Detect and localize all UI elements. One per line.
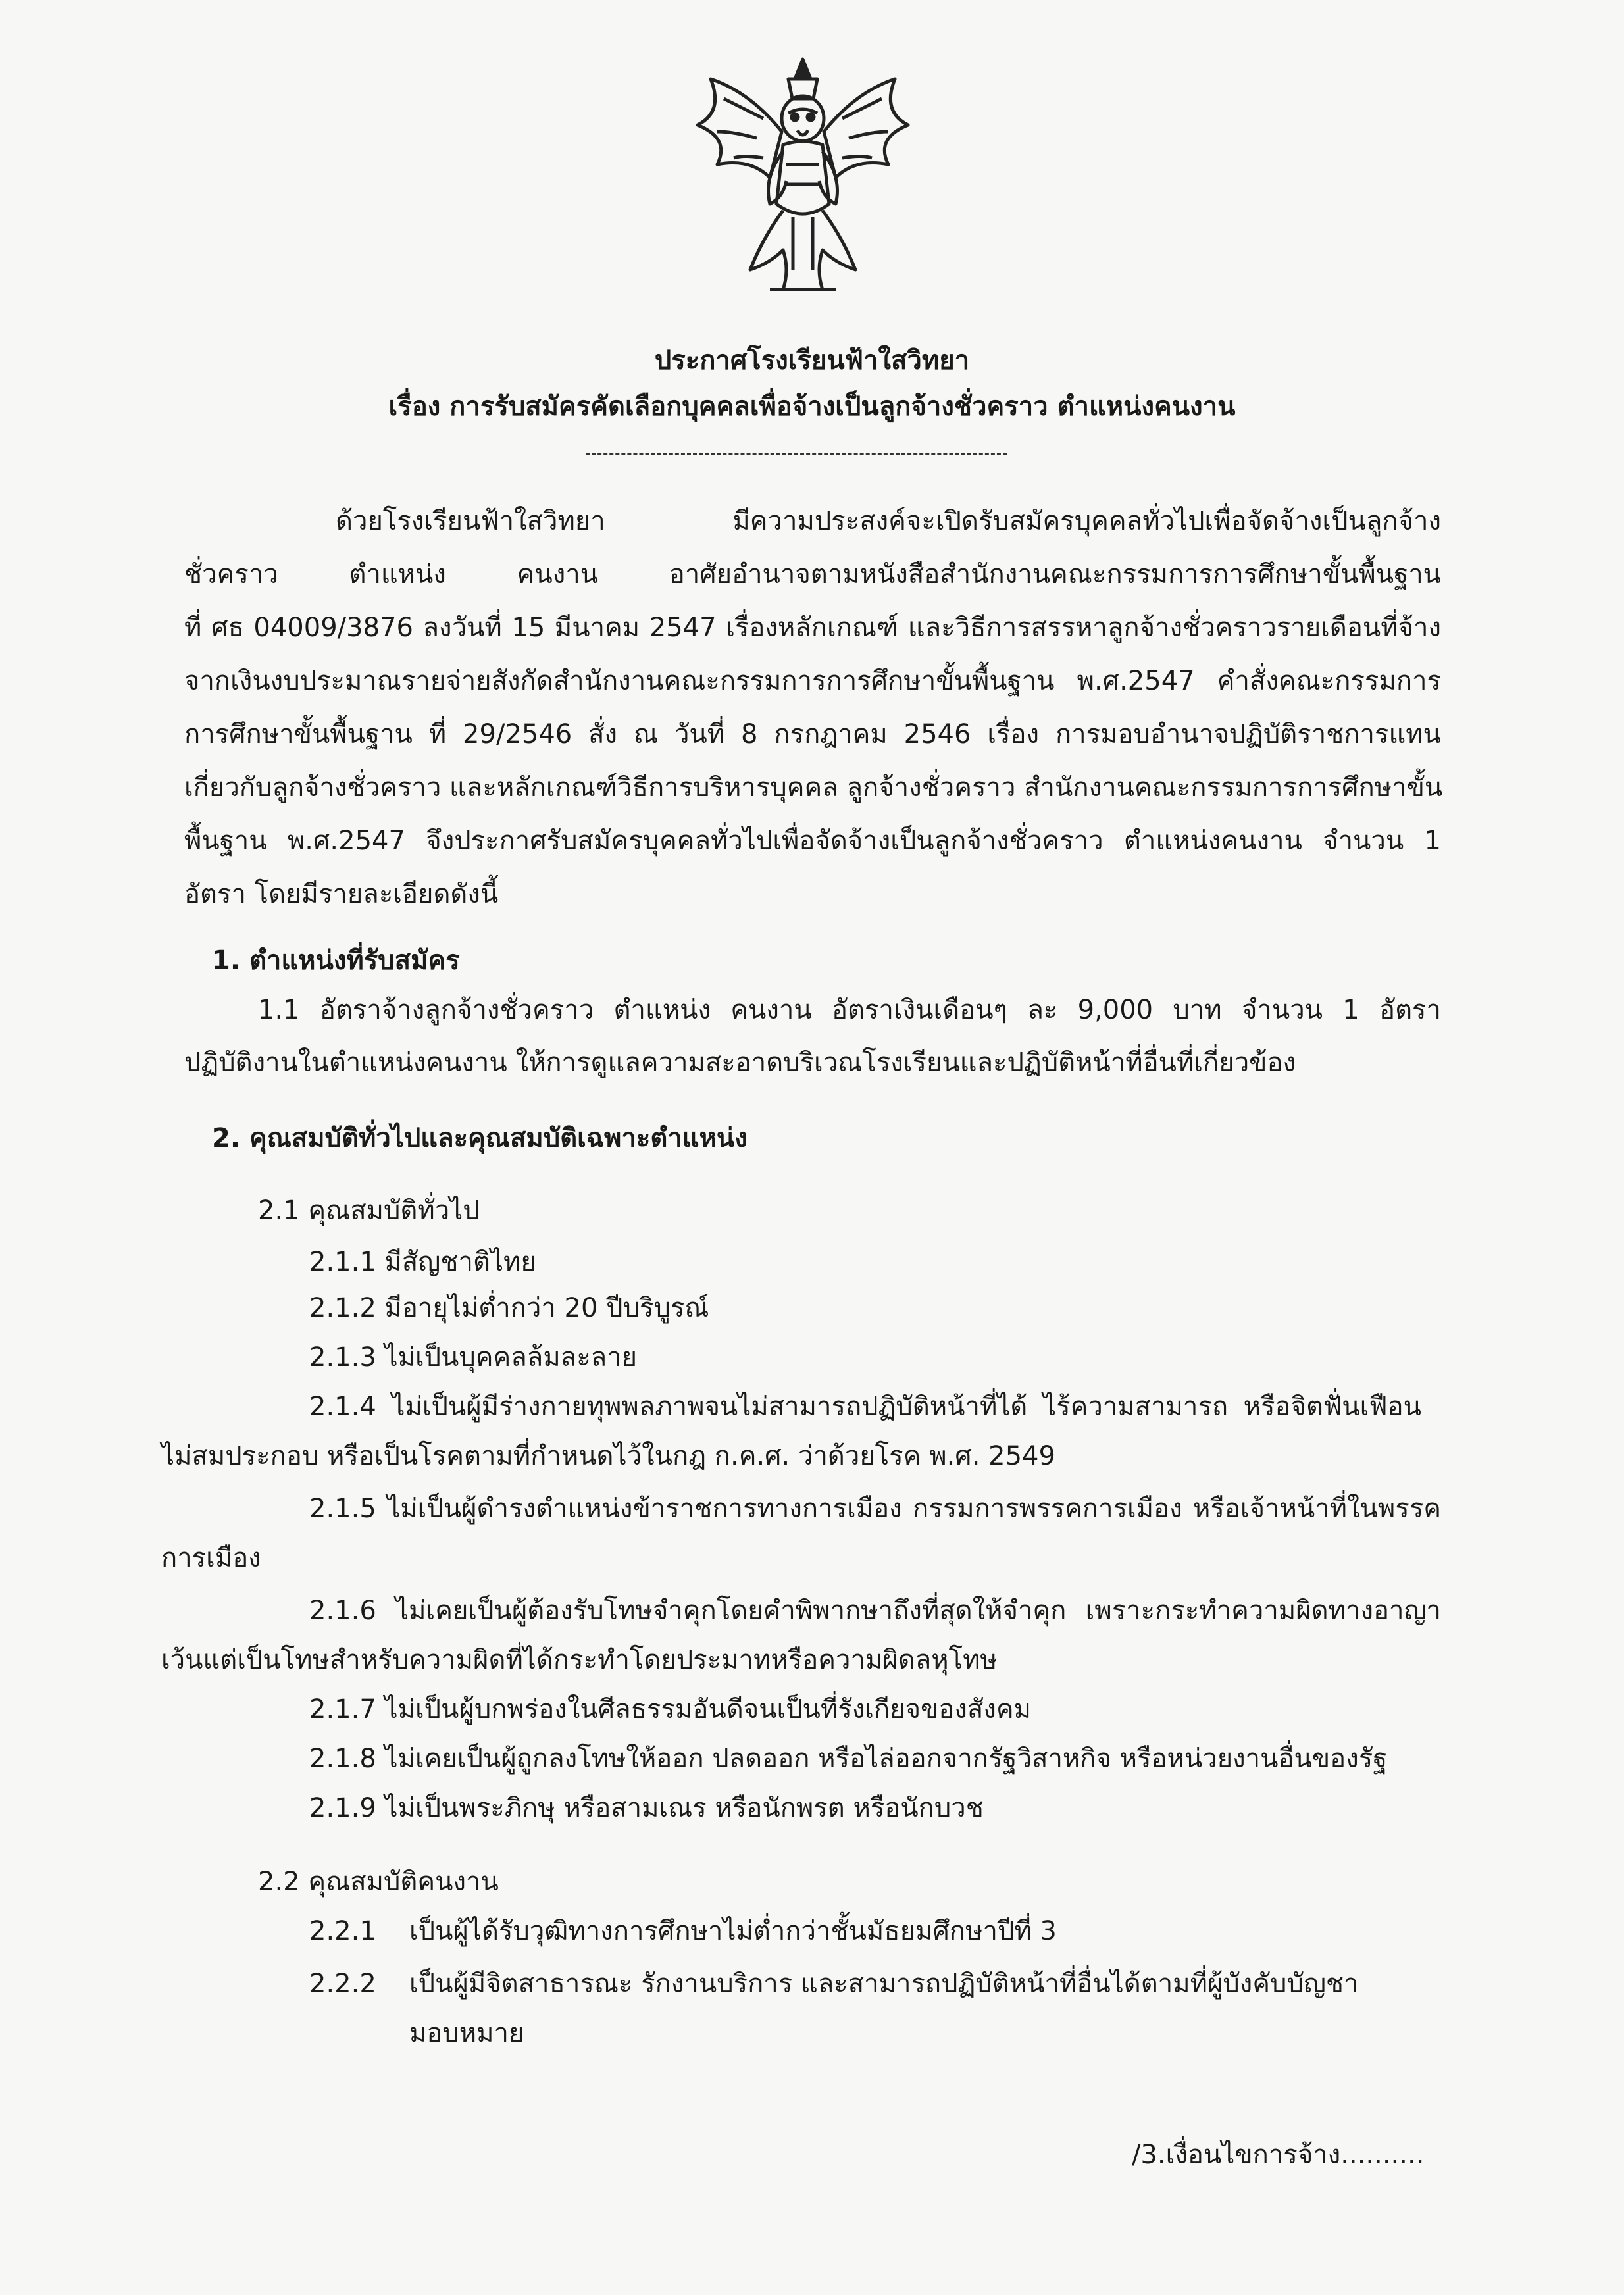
qualification-item: 2.1.4 ไม่เป็นผู้มีร่างกายทุพพลภาพจนไม่สามารถปฏิบัติหน้าที่ได้ ไร้ความสามารถ หรือจิตฟั่นเฟือน — [309, 1392, 1421, 1422]
intro-line: พื้นฐาน พ.ศ.2547 จึงประกาศรับสมัครบุคคลทั่วไปเพื่อจัดจ้างเป็นลูกจ้างชั่วคราว ตำแหน่งคนงาน จำนวน 1 — [184, 826, 1441, 856]
worker-item-text-cont: มอบหมาย — [409, 2018, 524, 2048]
qualification-item: 2.1.1 มีสัญชาติไทย — [309, 1247, 536, 1277]
page-title: ประกาศโรงเรียนฟ้าใสวิทยา — [654, 345, 970, 376]
intro-line: ด้วยโรงเรียนฟ้าใสวิทยา มีความประสงค์จะเปิดรับสมัครบุคคลทั่วไปเพื่อจัดจ้างเป็นลูกจ้าง — [336, 506, 1441, 536]
qualification-item: 2.1.6 ไม่เคยเป็นผู้ต้องรับโทษจำคุกโดยคำพิพากษาถึงที่สุดให้จำคุก เพราะกระทำความผิดทางอาญา — [309, 1596, 1441, 1626]
subsection-2-2: 2.2 คุณสมบัติคนงาน — [258, 1867, 499, 1897]
qualification-item-cont: เว้นแต่เป็นโทษสำหรับความผิดที่ได้กระทำโดยประมาทหรือความผิดลหุโทษ — [161, 1645, 998, 1675]
qualification-item-cont: ไม่สมประกอบ หรือเป็นโรคตามที่กำหนดไว้ในกฎ ก.ค.ศ. ว่าด้วยโรค พ.ศ. 2549 — [161, 1441, 1055, 1471]
intro-line: จากเงินงบประมาณรายจ่ายสังกัดสำนักงานคณะกรรมการการศึกษาขั้นพื้นฐาน พ.ศ.2547 คำสั่งคณะกรรมการ — [184, 666, 1441, 696]
intro-line: ที่ ศธ 04009/3876 ลงวันที่ 15 มีนาคม 2547 เรื่องหลักเกณฑ์ และวิธีการสรรหาลูกจ้างชั่วคราวรายเดือนที่จ้าง — [184, 613, 1441, 643]
intro-line: การศึกษาขั้นพื้นฐาน ที่ 29/2546 สั่ง ณ วันที่ 8 กรกฎาคม 2546 เรื่อง การมอบอำนาจปฏิบัติราชการแทน — [184, 719, 1441, 749]
section1-line: 1.1 อัตราจ้างลูกจ้างชั่วคราว ตำแหน่ง คนงาน อัตราเงินเดือนๆ ละ 9,000 บาท จำนวน 1 อัตรา — [258, 995, 1441, 1025]
intro-line: อัตรา โดยมีรายละเอียดดังนี้ — [184, 879, 499, 909]
qualification-item-cont: การเมือง — [161, 1543, 261, 1573]
qualification-item: 2.1.8 ไม่เคยเป็นผู้ถูกลงโทษให้ออก ปลดออก หรือไล่ออกจากรัฐวิสาหกิจ หรือหน่วยงานอื่นของรัฐ — [309, 1744, 1388, 1774]
qualification-item: 2.1.3 ไม่เป็นบุคคลล้มละลาย — [309, 1342, 638, 1373]
subsection-2-1: 2.1 คุณสมบัติทั่วไป — [258, 1196, 480, 1226]
worker-item-number: 2.2.2 — [309, 1969, 376, 1999]
section1-line: ปฏิบัติงานในตำแหน่งคนงาน ให้การดูแลความสะอาดบริเวณโรงเรียนและปฏิบัติหน้าที่อื่นที่เกี่ยวข้อง — [184, 1047, 1296, 1078]
qualification-item: 2.1.2 มีอายุไม่ต่ำกว่า 20 ปีบริบูรณ์ — [309, 1293, 709, 1323]
page-subject: เรื่อง การรับสมัครคัดเลือกบุคคลเพื่อจ้างเป็นลูกจ้างชั่วคราว ตำแหน่งคนงาน — [388, 391, 1236, 422]
qualification-item: 2.1.7 ไม่เป็นผู้บกพร่องในศีลธรรมอันดีจนเป็นที่รังเกียจของสังคม — [309, 1694, 1032, 1725]
qualification-item: 2.1.9 ไม่เป็นพระภิกษุ หรือสามเณร หรือนักพรต หรือนักบวช — [309, 1793, 984, 1823]
qualification-item: 2.1.5 ไม่เป็นผู้ดำรงตำแหน่งข้าราชการทางการเมือง กรรมการพรรคการเมือง หรือเจ้าหน้าที่ในพรรค — [309, 1494, 1441, 1524]
section2-heading: 2. คุณสมบัติทั่วไปและคุณสมบัติเฉพาะตำแหน่ง — [212, 1123, 748, 1153]
garuda-emblem-icon — [671, 53, 934, 303]
title-divider — [586, 453, 1007, 455]
intro-line: เกี่ยวกับลูกจ้างชั่วคราว และหลักเกณฑ์วิธีการบริหารบุคคล ลูกจ้างชั่วคราว สำนักงานคณะกรรมการการศึกษาขั้น — [184, 772, 1443, 803]
continued-note: /3.เงื่อนไขการจ้าง.......... — [1132, 2140, 1425, 2170]
intro-line: ชั่วคราว ตำแหน่ง คนงาน อาศัยอำนาจตามหนังสือสำนักงานคณะกรรมการการศึกษาขั้นพื้นฐาน — [184, 559, 1441, 590]
section1-heading: 1. ตำแหน่งที่รับสมัคร — [212, 946, 460, 976]
worker-item-text: เป็นผู้ได้รับวุฒิทางการศึกษาไม่ต่ำกว่าชั้นมัธยมศึกษาปีที่ 3 — [409, 1916, 1057, 1946]
worker-item-number: 2.2.1 — [309, 1916, 376, 1946]
worker-item-text: เป็นผู้มีจิตสาธารณะ รักงานบริการ และสามารถปฏิบัติหน้าที่อื่นได้ตามที่ผู้บังคับบัญชา — [409, 1969, 1359, 1999]
